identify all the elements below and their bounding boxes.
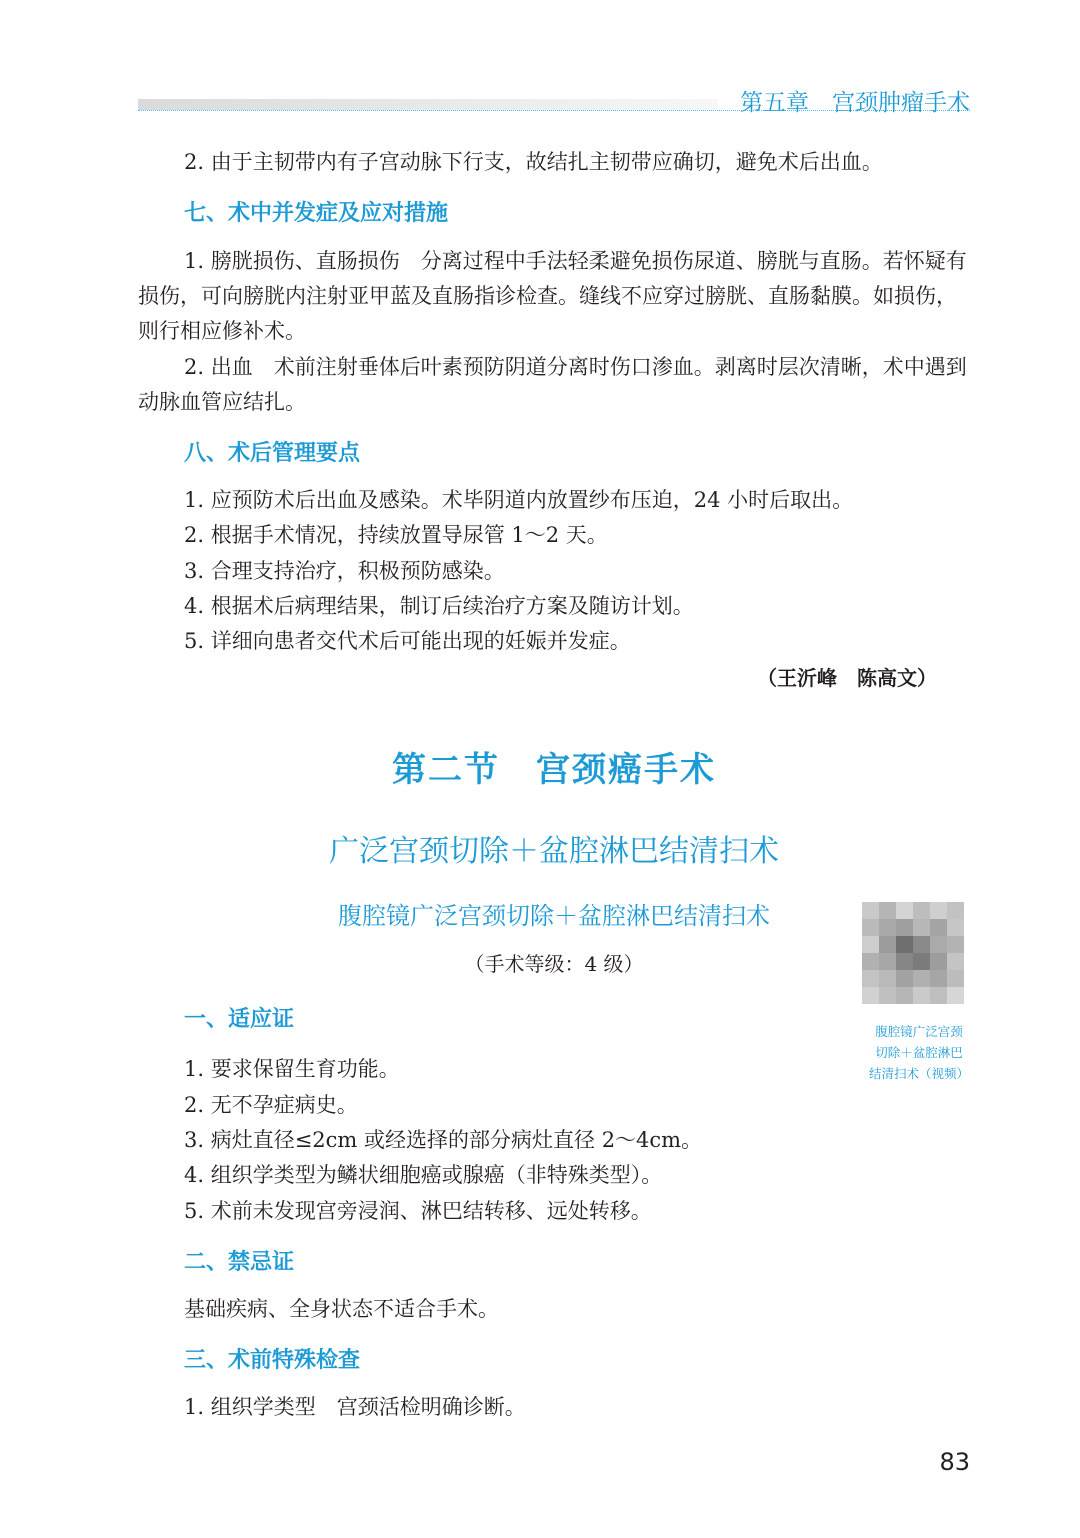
section-heading-contraindications: 二、禁忌证 xyxy=(184,1250,295,1275)
authors: （王沂峰 陈高文） xyxy=(757,666,937,690)
section-heading-8: 八、术后管理要点 xyxy=(184,441,361,466)
list-item: 2. 根据手术情况，持续放置导尿管 1～2 天。 xyxy=(184,523,608,547)
paragraph: 1. 组织学类型 宫颈活检明确诊断。 xyxy=(184,1395,526,1419)
list-item: 3. 合理支持治疗，积极预防感染。 xyxy=(184,559,505,583)
surgery-title: 广泛宫颈切除＋盆腔淋巴结清扫术 xyxy=(329,834,779,869)
section-title: 第二节 宫颈癌手术 xyxy=(392,750,716,790)
list-item: 1. 应预防术后出血及感染。术毕阴道内放置纱布压迫，24 小时后取出。 xyxy=(184,488,854,512)
surgery-grade: （手术等级：4 级） xyxy=(464,952,644,976)
list-item: 3. 病灶直径≤2cm 或经选择的部分病灶直径 2～4cm。 xyxy=(184,1128,703,1152)
list-item: 1. 要求保留生育功能。 xyxy=(184,1057,400,1081)
list-item: 4. 根据术后病理结果，制订后续治疗方案及随访计划。 xyxy=(184,594,694,618)
list-item: 4. 组织学类型为鳞状细胞癌或腺癌（非特殊类型）。 xyxy=(184,1163,663,1187)
paragraph: 2. 出血 术前注射垂体后叶素预防阴道分离时伤口渗血。剥离时层次清晰，术中遇到动脉血管应结扎。 xyxy=(138,355,967,414)
list-item: 5. 术前未发现宫旁浸润、淋巴结转移、远处转移。 xyxy=(184,1199,652,1223)
list-item: 2. 无不孕症病史。 xyxy=(184,1093,358,1117)
qr-caption-line: 结清扫术（视频） xyxy=(868,1066,969,1081)
header-bar xyxy=(138,99,718,110)
paragraph: 基础疾病、全身状态不适合手术。 xyxy=(184,1297,499,1321)
page-number: 83 xyxy=(939,1448,970,1476)
chapter-title: 第五章 宫颈肿瘤手术 xyxy=(740,90,970,116)
qr-caption-line: 切除＋盆腔淋巴 xyxy=(875,1045,963,1060)
list-item: 5. 详细向患者交代术后可能出现的妊娠并发症。 xyxy=(184,629,631,653)
paragraph: 1. 膀胱损伤、直肠损伤 分离过程中手法轻柔避免损伤尿道、膀胱与直肠。若怀疑有损伤，可向膀胱内注射亚甲蓝及直肠指诊检查。缝线不应穿过膀胱、直肠黏膜。如损伤，则行相应修补术。 xyxy=(138,249,967,343)
surgery-subtitle: 腹腔镜广泛宫颈切除＋盆腔淋巴结清扫术 xyxy=(338,902,770,930)
qr-caption-line: 腹腔镜广泛宫颈 xyxy=(875,1024,963,1039)
qr-code[interactable] xyxy=(862,902,964,1004)
paragraph: 2. 由于主韧带内有子宫动脉下行支，故结扎主韧带应确切，避免术后出血。 xyxy=(184,150,883,174)
section-heading-indications: 一、适应证 xyxy=(184,1007,295,1032)
section-heading-preop: 三、术前特殊检查 xyxy=(184,1348,361,1373)
section-heading-7: 七、术中并发症及应对措施 xyxy=(184,201,449,226)
